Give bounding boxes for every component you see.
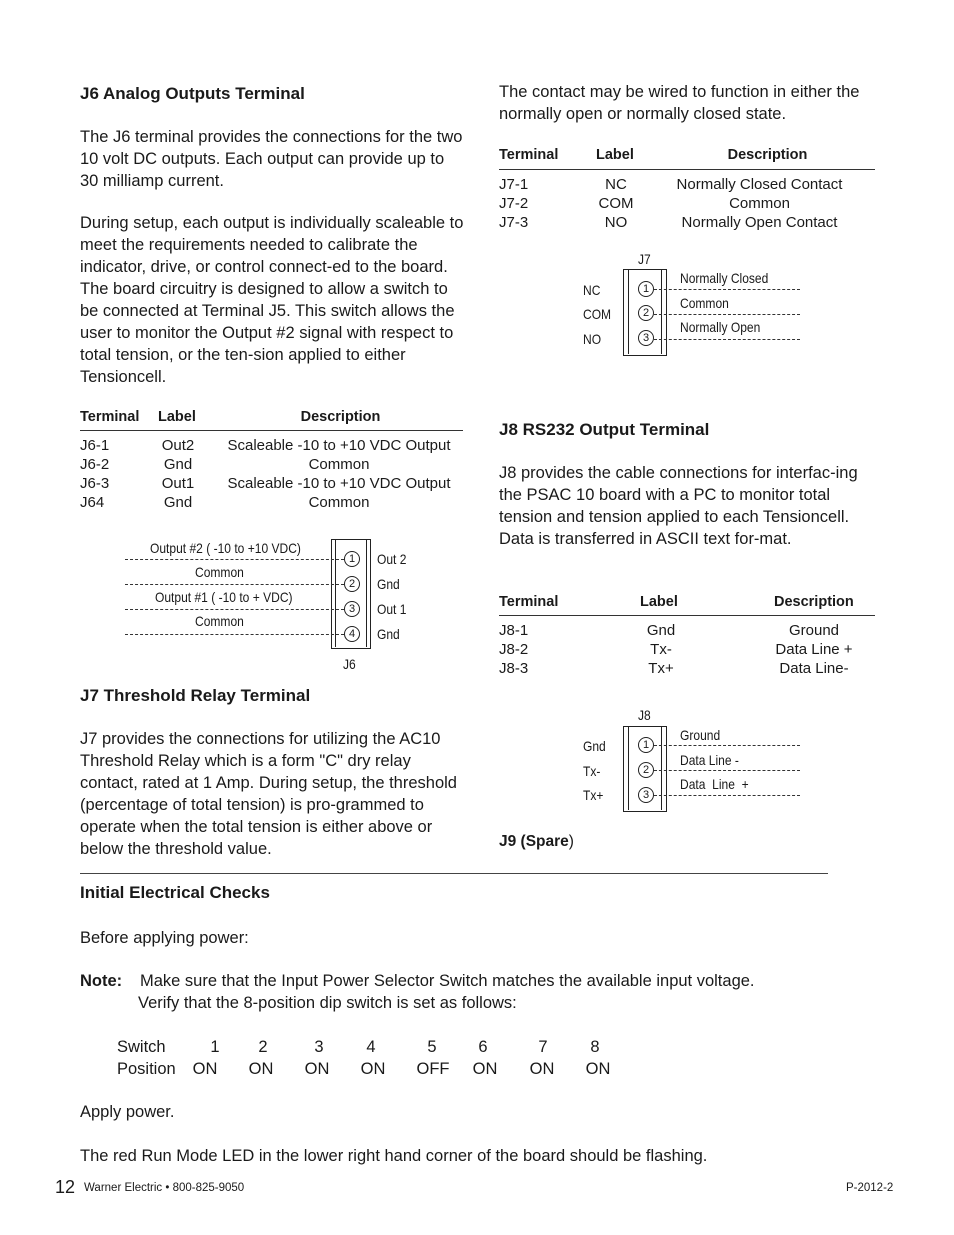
- j7-col-label: Label: [596, 147, 634, 163]
- j6-table-rule: [80, 430, 463, 431]
- table-cell: J7-3: [499, 214, 529, 231]
- page-number: 12: [55, 1177, 76, 1197]
- j8-pin-label: Data Line -: [680, 752, 739, 768]
- j7-col-description: Description: [727, 147, 808, 163]
- table-cell: J8-3: [499, 660, 529, 677]
- table-cell: Data Line-: [779, 660, 849, 677]
- table-cell: NO: [604, 214, 628, 231]
- j6-wire-label: Output #2 ( -10 to +10 VDC): [150, 540, 301, 556]
- table-cell: Ground: [788, 622, 840, 639]
- pin-number: 3: [344, 601, 360, 617]
- checks-before: Before applying power:: [80, 929, 249, 947]
- j6-col-description: Description: [300, 409, 381, 425]
- footer-doc-number: P-2012-2: [846, 1182, 894, 1194]
- table-cell: Gnd: [163, 494, 193, 511]
- note-line-2: Verify that the 8-position dip switch is set as follows:: [138, 994, 517, 1012]
- j7-heading: J7 Threshold Relay Terminal: [80, 686, 311, 705]
- switch-number: 7: [538, 1038, 548, 1056]
- j7-wire-label: NO: [583, 331, 602, 347]
- wire-line: [125, 559, 344, 560]
- table-cell: J6-3: [80, 475, 110, 492]
- switch-number: 4: [366, 1038, 376, 1056]
- table-cell: Scaleable -10 to +10 VDC Output: [227, 475, 451, 492]
- note-label: Note:: [80, 972, 123, 990]
- j6-paragraph-1: The J6 terminal provides the connections for the two 10 volt DC outputs. Each output can provide up to 30 milliamp current.: [80, 128, 463, 190]
- wire-line: [125, 609, 344, 610]
- wire-line: [125, 634, 344, 635]
- j7-col-terminal: Terminal: [499, 147, 559, 163]
- j8-wire-label: Tx+: [583, 787, 604, 803]
- table-cell: Normally Open Contact: [681, 214, 838, 231]
- position-row-label: Position: [117, 1060, 176, 1078]
- wire-line: [654, 339, 800, 340]
- j6-col-terminal: Terminal: [80, 409, 140, 425]
- j7-intro: The contact may be wired to function in either the normally open or normally closed state.: [499, 83, 860, 123]
- table-cell: J64: [80, 494, 105, 511]
- table-cell: J6-2: [80, 456, 110, 473]
- table-cell: Normally Closed Contact: [676, 176, 843, 193]
- pin-number: 1: [638, 737, 654, 753]
- switch-row-label: Switch: [117, 1038, 166, 1056]
- j9-heading: [499, 833, 574, 851]
- j8-col-label: Label: [640, 594, 678, 610]
- wire-line: [125, 584, 344, 585]
- j7-diagram-title: J7: [638, 251, 651, 267]
- switch-number: 5: [427, 1038, 437, 1056]
- table-cell: Scaleable -10 to +10 VDC Output: [227, 437, 451, 454]
- table-cell: Common: [729, 195, 790, 212]
- section-divider: [80, 873, 828, 874]
- j7-pin-label: Common: [680, 295, 729, 311]
- j6-wire-label: Common: [195, 564, 244, 580]
- table-cell: J7-2: [499, 195, 529, 212]
- j7-wire-label: NC: [583, 282, 601, 298]
- wire-line: [654, 745, 800, 746]
- j6-pin-label: Out 2: [377, 551, 407, 567]
- pin-number: 2: [638, 762, 654, 778]
- j6-pin-label: Gnd: [377, 576, 400, 592]
- j6-pin-label: Gnd: [377, 626, 400, 642]
- table-cell: J8-2: [499, 641, 529, 658]
- j8-col-terminal: Terminal: [499, 594, 559, 610]
- switch-position: ON: [585, 1060, 611, 1078]
- checks-heading: Initial Electrical Checks: [80, 883, 270, 902]
- j6-wire-label: Output #1 ( -10 to + VDC): [155, 589, 293, 605]
- j8-paragraph: J8 provides the cable connections for interfac-ing the PSAC 10 board with a PC to monitor total tension and tension applied to each Tensioncell. Data is transferred in ASCII text for-mat.: [499, 464, 858, 548]
- j7-pin-label: Normally Open: [680, 319, 761, 335]
- table-cell: COM: [598, 195, 634, 212]
- j8-table-rule: [499, 615, 875, 616]
- switch-position: ON: [360, 1060, 386, 1078]
- switch-number: 6: [478, 1038, 488, 1056]
- j8-heading: J8 RS232 Output Terminal: [499, 420, 710, 439]
- switch-number: 3: [314, 1038, 324, 1056]
- j7-pin-label: Normally Closed: [680, 270, 769, 286]
- footer-company: Warner Electric • 800-825-9050: [84, 1182, 245, 1194]
- j7-paragraph: J7 provides the connections for utilizing the AC10 Threshold Relay which is a form "C" dry relay contact, rated at 1 Amp. During setup, the threshold (percentage of total tension) is pro-grammed to operate when the total tension is either above or below the threshold value.: [80, 730, 457, 858]
- table-cell: J6-1: [80, 437, 110, 454]
- j7-wire-label: COM: [583, 306, 612, 322]
- j8-wire-label: Tx-: [583, 763, 601, 779]
- apply-power: Apply power.: [80, 1103, 175, 1121]
- table-cell: Tx-: [650, 641, 672, 658]
- pin-number: 2: [344, 576, 360, 592]
- table-cell: Common: [308, 494, 370, 511]
- table-cell: NC: [605, 176, 627, 193]
- j8-diagram-title: J8: [638, 707, 651, 723]
- switch-position: ON: [192, 1060, 218, 1078]
- switch-number: 1: [210, 1038, 220, 1056]
- switch-position: ON: [248, 1060, 274, 1078]
- pin-number: 2: [638, 305, 654, 321]
- table-cell: Common: [308, 456, 370, 473]
- table-cell: J7-1: [499, 176, 529, 193]
- switch-position: ON: [529, 1060, 555, 1078]
- wire-line: [654, 770, 800, 771]
- j9-heading-tail: ): [568, 833, 574, 850]
- table-cell: Gnd: [163, 456, 193, 473]
- wire-line: [654, 795, 800, 796]
- switch-number: 8: [590, 1038, 600, 1056]
- table-cell: Gnd: [646, 622, 676, 639]
- j8-wire-label: Gnd: [583, 738, 606, 754]
- j6-col-label: Label: [158, 409, 196, 425]
- j6-heading: J6 Analog Outputs Terminal: [80, 84, 305, 103]
- switch-number: 2: [258, 1038, 268, 1056]
- pin-number: 3: [638, 787, 654, 803]
- j8-pin-label: Ground: [680, 727, 721, 743]
- j8-col-description: Description: [774, 594, 854, 610]
- switch-position: OFF: [416, 1060, 450, 1078]
- j6-pin-label: Out 1: [377, 601, 407, 617]
- pin-number: 4: [344, 626, 360, 642]
- table-cell: J8-1: [499, 622, 529, 639]
- pin-number: 1: [344, 551, 360, 567]
- switch-position: ON: [472, 1060, 498, 1078]
- j6-wire-label: Common: [195, 613, 244, 629]
- j9-heading-bold: J9 (Spare: [499, 833, 569, 850]
- j7-table-rule: [499, 169, 875, 170]
- table-cell: Data Line +: [775, 641, 853, 658]
- note-line-1: Make sure that the Input Power Selector Switch matches the available input voltage.: [140, 972, 755, 990]
- pin-number: 3: [638, 330, 654, 346]
- led-note: The red Run Mode LED in the lower right hand corner of the board should be flashing.: [80, 1147, 708, 1165]
- j6-diagram-title: J6: [343, 656, 356, 672]
- j8-pin-label: Data Line +: [680, 776, 749, 792]
- switch-position: ON: [304, 1060, 330, 1078]
- table-cell: Out1: [161, 475, 195, 492]
- wire-line: [654, 314, 800, 315]
- j6-paragraph-2: During setup, each output is individually scaleable to meet the requirements needed to calibrate the indicator, drive, or control connect-ed to the board. The board circuitry is designed to allow a switch to be connected at Terminal J5. This switch allows the user to monitor the Output #2 signal with respect to total tension, or the ten-sion applied to either Tensioncell.: [80, 214, 464, 386]
- wire-line: [654, 289, 800, 290]
- table-cell: Tx+: [648, 660, 674, 677]
- pin-number: 1: [638, 281, 654, 297]
- table-cell: Out2: [161, 437, 195, 454]
